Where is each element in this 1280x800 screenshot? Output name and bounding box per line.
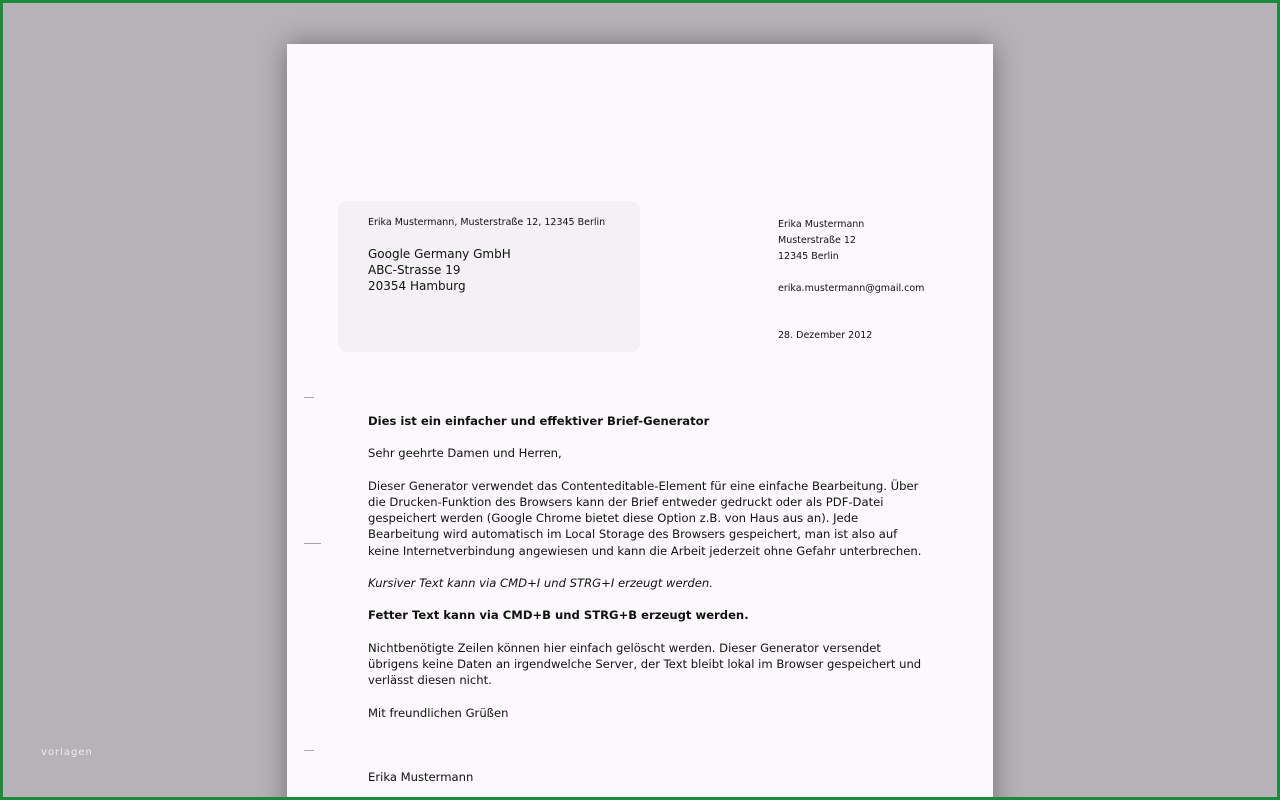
sender-street[interactable]: Musterstraße 12 [778, 235, 856, 246]
letter-signature[interactable]: Erika Mustermann [368, 770, 474, 784]
return-address-line[interactable]: Erika Mustermann, Musterstraße 12, 12345 Berlin [368, 217, 606, 228]
bold-hint[interactable]: Fetter Text kann via CMD+B und STRG+B erzeugt werden. [368, 608, 749, 623]
sender-email[interactable]: erika.mustermann@gmail.com [778, 283, 925, 294]
letter-body[interactable] [368, 413, 928, 737]
sender-name[interactable]: Erika Mustermann [778, 219, 865, 230]
recipient-company[interactable]: Google Germany GmbH [368, 247, 511, 261]
letter-paragraph-2[interactable]: Nichtbenötigte Zeilen können hier einfach gelöscht werden. Dieser Generator versendet übrigens keine Daten an irgendwelche Server, der Text bleibt lokal im Browser gespeichert und verlässt diesen nicht. [368, 640, 922, 688]
letter-closing[interactable]: Mit freundlichen Grüßen [368, 705, 509, 720]
fold-mark-bottom [304, 750, 314, 751]
letter-date[interactable]: 28. Dezember 2012 [778, 330, 873, 341]
letter-paragraph-1[interactable]: Dieser Generator verwendet das Contenteditable-Element für eine einfache Bearbeitung. Über die Drucken-Funktion des Browsers kann der Brief entweder gedruckt oder als PDF-Datei gespeichert werden (Google Chrome bietet diese Option z.B. von Haus aus an). Jede Bearbeitung wird automatisch im Local Storage des Browsers gespeichert, man ist also auf keine Internetverbindung angewiesen und kann die Arbeit jederzeit ohne Gefahr unterbrechen. [368, 478, 922, 558]
sender-city[interactable]: 12345 Berlin [778, 251, 839, 262]
letter-page[interactable] [287, 44, 993, 800]
fold-mark-top [304, 397, 314, 398]
recipient-street[interactable]: ABC-Strasse 19 [368, 263, 461, 277]
hole-punch-mark [304, 543, 321, 544]
sender-block[interactable] [778, 217, 924, 297]
watermark-text: vorlagen [41, 747, 93, 758]
italic-hint[interactable]: Kursiver Text kann via CMD+I und STRG+I erzeugt werden. [368, 575, 713, 590]
letter-salutation[interactable]: Sehr geehrte Damen und Herren, [368, 446, 562, 461]
letter-subject[interactable]: Dies ist ein einfacher und effektiver Brief-Generator [368, 414, 710, 428]
recipient-address[interactable] [368, 246, 511, 294]
recipient-city[interactable]: 20354 Hamburg [368, 279, 466, 293]
